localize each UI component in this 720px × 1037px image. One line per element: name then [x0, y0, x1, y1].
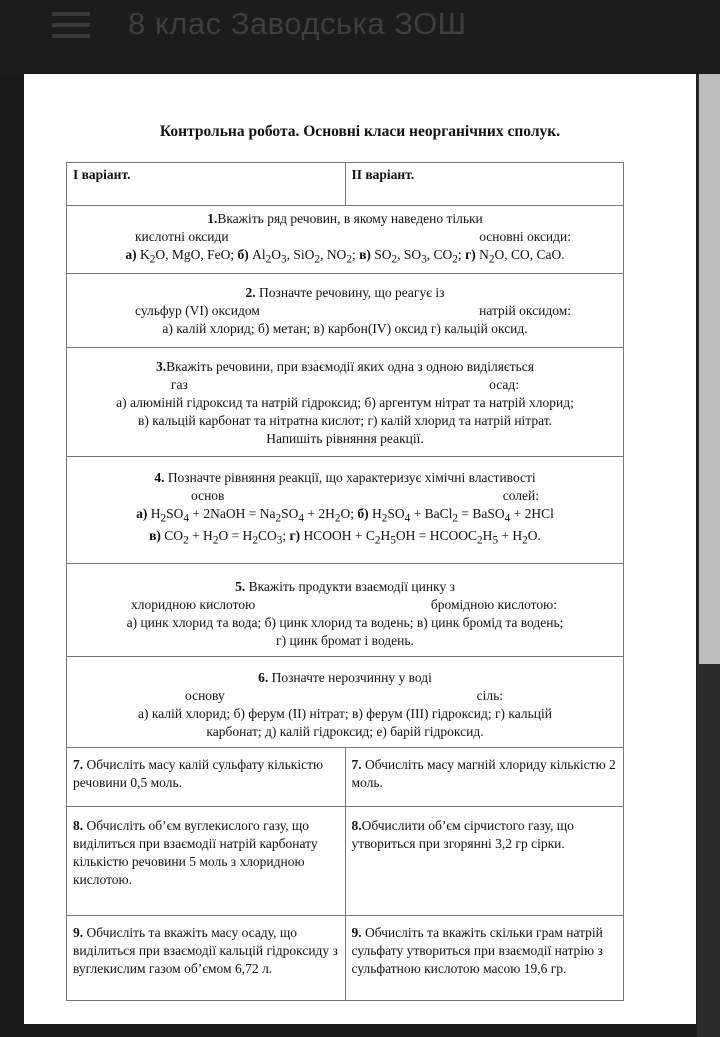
- question-text: Вкажіть продукти взаємодії цинку з: [245, 578, 455, 594]
- problem-text: Обчисліть масу магній хлориду кількістю 2 моль.: [351, 756, 616, 790]
- problem-text: Обчисліть та вкажіть масу осаду, що виділиться при взаємодії кальцій гідроксиду з вуглекислим газом об’ємом 6,72 л.: [73, 924, 338, 976]
- problem-row: [67, 747, 624, 806]
- question-text: Позначте рівняння реакції, що характеризує хімічні властивості: [164, 469, 536, 485]
- scrollbar-thumb[interactable]: [699, 74, 720, 664]
- question-text: Позначте нерозчинну у воді: [268, 669, 432, 685]
- variant-2-term: натрій оксидом:: [479, 302, 571, 318]
- variant-1-term: основ: [191, 487, 225, 503]
- top-app-bar: [0, 0, 720, 74]
- variant-1-term: сульфур (VI) оксидом: [135, 302, 260, 318]
- problem-number: 9.: [351, 924, 362, 940]
- answer-options: карбонат; д) калій гідроксид; е) барій гідроксид.: [206, 723, 484, 739]
- question-row: [67, 656, 624, 747]
- question-row: [67, 206, 624, 274]
- answer-options: в) кальцій карбонат та нітратна кислот; г) калій хлорид та натрій нітрат.: [137, 412, 553, 428]
- question-number: 6.: [258, 669, 269, 685]
- problem-number: 8.: [351, 817, 362, 833]
- question-row: [67, 273, 624, 347]
- variant-1-term: основу: [185, 687, 225, 703]
- problem-number: 7.: [351, 756, 362, 772]
- variant-2-term: осад:: [489, 376, 519, 392]
- variant-header-row: [67, 163, 624, 206]
- problem-number: 9.: [73, 924, 84, 940]
- question-number: 1.: [207, 211, 218, 226]
- problem-text: Обчисліть та вкажіть скільки грам натрій сульфату утвориться при взаємодії натрію з сульфатною кислотою масою 19,6 гр.: [351, 924, 603, 976]
- problem-text: Обчисліть об’єм вуглекислого газу, що виділиться при взаємодії натрій карбонату кількістю речовини 5 моль з хлоридною кислотою.: [73, 817, 318, 887]
- problem-row: [67, 806, 624, 915]
- question-row: [67, 456, 624, 563]
- instruction-note: Напишіть рівняння реакції.: [266, 430, 424, 446]
- app-title: 8 клас Заводська ЗОШ: [128, 6, 467, 41]
- answer-options: а) калій хлорид; б) метан; в) карбон(IV) оксид г) кальцій оксид.: [162, 320, 528, 336]
- answer-options: а) цинк хлорид та вода; б) цинк хлорид та водень; в) цинк бромід та водень;: [126, 614, 564, 630]
- question-row: [67, 563, 624, 656]
- document-title: Контрольна робота. Основні класи неорганічних сполук.: [159, 123, 561, 140]
- worksheet-table: [66, 162, 624, 1001]
- question-number: 4.: [154, 469, 165, 485]
- variant-2-term: сіль:: [476, 687, 503, 703]
- question-row: [67, 347, 624, 456]
- variant-1-term: газ: [171, 376, 188, 392]
- problem-number: 7.: [73, 756, 84, 772]
- hamburger-menu-icon[interactable]: [52, 12, 90, 42]
- answer-options: в) $CO_2 + H_2O = H_2CO_3$; г) HCOOH + $C_2H_5OH$ = $HCOOC_2H_5 + H_2O$.: [149, 528, 541, 548]
- problem-text: Обчислити об’єм сірчистого газу, що утвориться при згорянні 3,2 гр сірки.: [351, 817, 574, 851]
- question-number: 5.: [235, 578, 246, 594]
- answer-options: а) алюміній гідроксид та натрій гідроксид; б) аргентум нітрат та натрій хлорид;: [116, 394, 574, 410]
- variant-1-term: кислотні оксиди: [135, 229, 229, 244]
- variant-1-term: хлоридною кислотою: [131, 596, 256, 612]
- variant-2-term: основні оксиди:: [479, 229, 571, 244]
- question-text: Вкажіть ряд речовин, в якому наведено тільки: [217, 211, 483, 226]
- variant-2-term: солей:: [502, 487, 539, 503]
- question-text: Позначте речовину, що реагує із: [255, 284, 445, 300]
- answer-options: а) калій хлорид; б) ферум (ІІ) нітрат; в) ферум (ІІІ) гідроксид; г) кальцій: [138, 705, 552, 721]
- answer-options: г) цинк бромат і водень.: [276, 632, 414, 648]
- variant-2-term: бромідною кислотою:: [430, 596, 557, 612]
- question-number: 3.: [156, 358, 167, 374]
- answer-options: а) $K_2O$, MgO, FeO; б) $Al_2O_3$, SiO$_2$, $NO_2$; в) $SO_2$, $SO_3$, $CO_2$; г) $N_2O$, CO, CaO.: [125, 247, 565, 266]
- problem-number: 8.: [73, 817, 84, 833]
- question-text: Вкажіть речовини, при взаємодії яких одна з одною виділяється: [166, 358, 534, 374]
- document-page: [24, 74, 696, 1024]
- problem-row: [67, 915, 624, 1000]
- variant-2-header: ІІ варіант.: [345, 163, 624, 206]
- answer-options: а) $H_2SO_4$ + 2NaOH = $Na_2SO_4 + 2H_2O$; б) $H_2SO_4$ + BaCl$_2$ = BaSO$_4$ + 2HCl: [136, 505, 554, 525]
- variant-1-header: І варіант.: [67, 163, 346, 206]
- question-number: 2.: [245, 284, 256, 300]
- problem-text: Обчисліть масу калій сульфату кількістю речовини 0,5 моль.: [73, 756, 324, 790]
